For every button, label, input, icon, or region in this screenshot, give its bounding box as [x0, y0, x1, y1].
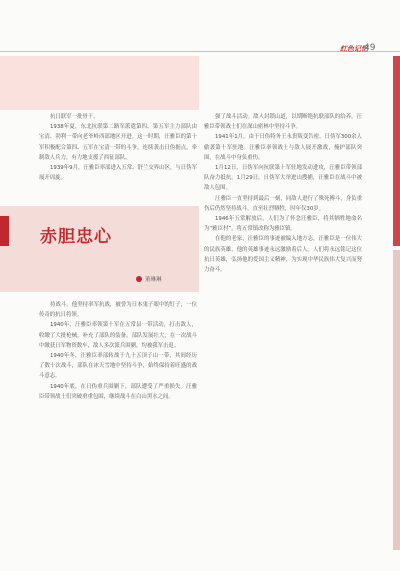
paragraph: 在他的老家，汪雅臣的事迹被编入地方志，汪雅臣是一位伟大的民族英雄，他的英雄事迹永远激励着后人。人们将永远铭记这位抗日英雄，弘扬他的爱国主义精神，为实现中华民族伟大复兴而努力奋斗。: [204, 236, 362, 274]
left-column-top: [39, 112, 197, 183]
author-icon: [136, 276, 142, 282]
paragraph: 汪雅臣一直坚持到最后一刻，同敌人进行了殊死搏斗，身负重伤后仍然坚持战斗，直至壮烈牺牲，时年仅30岁。: [204, 195, 362, 212]
edge-light-bar: [393, 250, 400, 550]
paragraph: 1941年1月，由于日伪特务王永贵叛变告密，日伪军300余人偷袭第十军驻地。汪雅臣率领战士与敌人展开激战，掩护部队突围，在战斗中身负重伤。: [204, 134, 362, 161]
right-column: [204, 112, 362, 275]
section-tag: 红色记忆: [340, 45, 368, 53]
edge-accent-bar: [393, 56, 400, 246]
paragraph: 1940年底，在日伪重兵围剿下，部队遭受了严重损失。汪雅臣带领战士们突破重重包围，继续战斗在白山黑水之间。: [39, 383, 197, 400]
top-decorative-band: [0, 56, 199, 110]
title-accent-stripe: [0, 216, 9, 246]
paragraph: 1940年，汪雅臣率领第十军在五常县一带活动，打击敌人，收缴了大批枪械，补充了部队的装备。部队发展壮大，在一次战斗中缴获日军物资数车，敌人多次派兵围剿，均被我军击退。: [39, 322, 197, 349]
paragraph: 1939年9月，汪雅臣率部进入五常、舒兰交界山区，与日伪军展开周旋。: [39, 165, 197, 182]
paragraph: 1月12日，日伪军向抗联第十军驻地发动进攻，汪雅臣带领部队奋力抵抗。1月29日，日伪军大举进山搜捕，汪雅臣在战斗中被敌人包围。: [204, 165, 362, 192]
paragraph: 1938年夏，东北抗联第二路军派遣第四、第五军主力部队由宝清、勃利一带向老爷岭西部地区开进。这一时期，汪雅臣的第十军积极配合第四、五军在宝清一带的斗争，连续袭击日伪据点，牵制敌人兵力，有力地支援了西征部队。: [39, 124, 197, 161]
paragraph: 1940年冬，汪雅臣率部转战于九十五顶子山一带，其间经历了数十次战斗，部队在冰天雪地中坚持斗争，始终保持着旺盛的战斗意志。: [39, 353, 197, 380]
title-panel: [0, 206, 199, 292]
paragraph: 1946年五常解放后，人们为了怀念汪雅臣，将其牺牲地命名为“雅臣村”，将五常镇改称为雅臣镇。: [204, 216, 362, 233]
page-number: 49: [364, 43, 376, 53]
left-column-bottom: [39, 300, 197, 402]
paragraph: 抗日联军一批骨干。: [50, 114, 99, 120]
article-title: 赤胆忠心: [40, 227, 112, 247]
paragraph: 持战斗。他坚持率军抗战，被誉为日本鬼子眼中的钉子，一位传奇的抗日将领。: [39, 302, 197, 319]
paragraph: 强了战斗活动。敌人封锁山道，以期断绝抗联部队的给养，汪雅臣带领战士们在深山密林中坚持斗争。: [204, 114, 362, 131]
author-name: 董琳琳: [145, 277, 162, 283]
